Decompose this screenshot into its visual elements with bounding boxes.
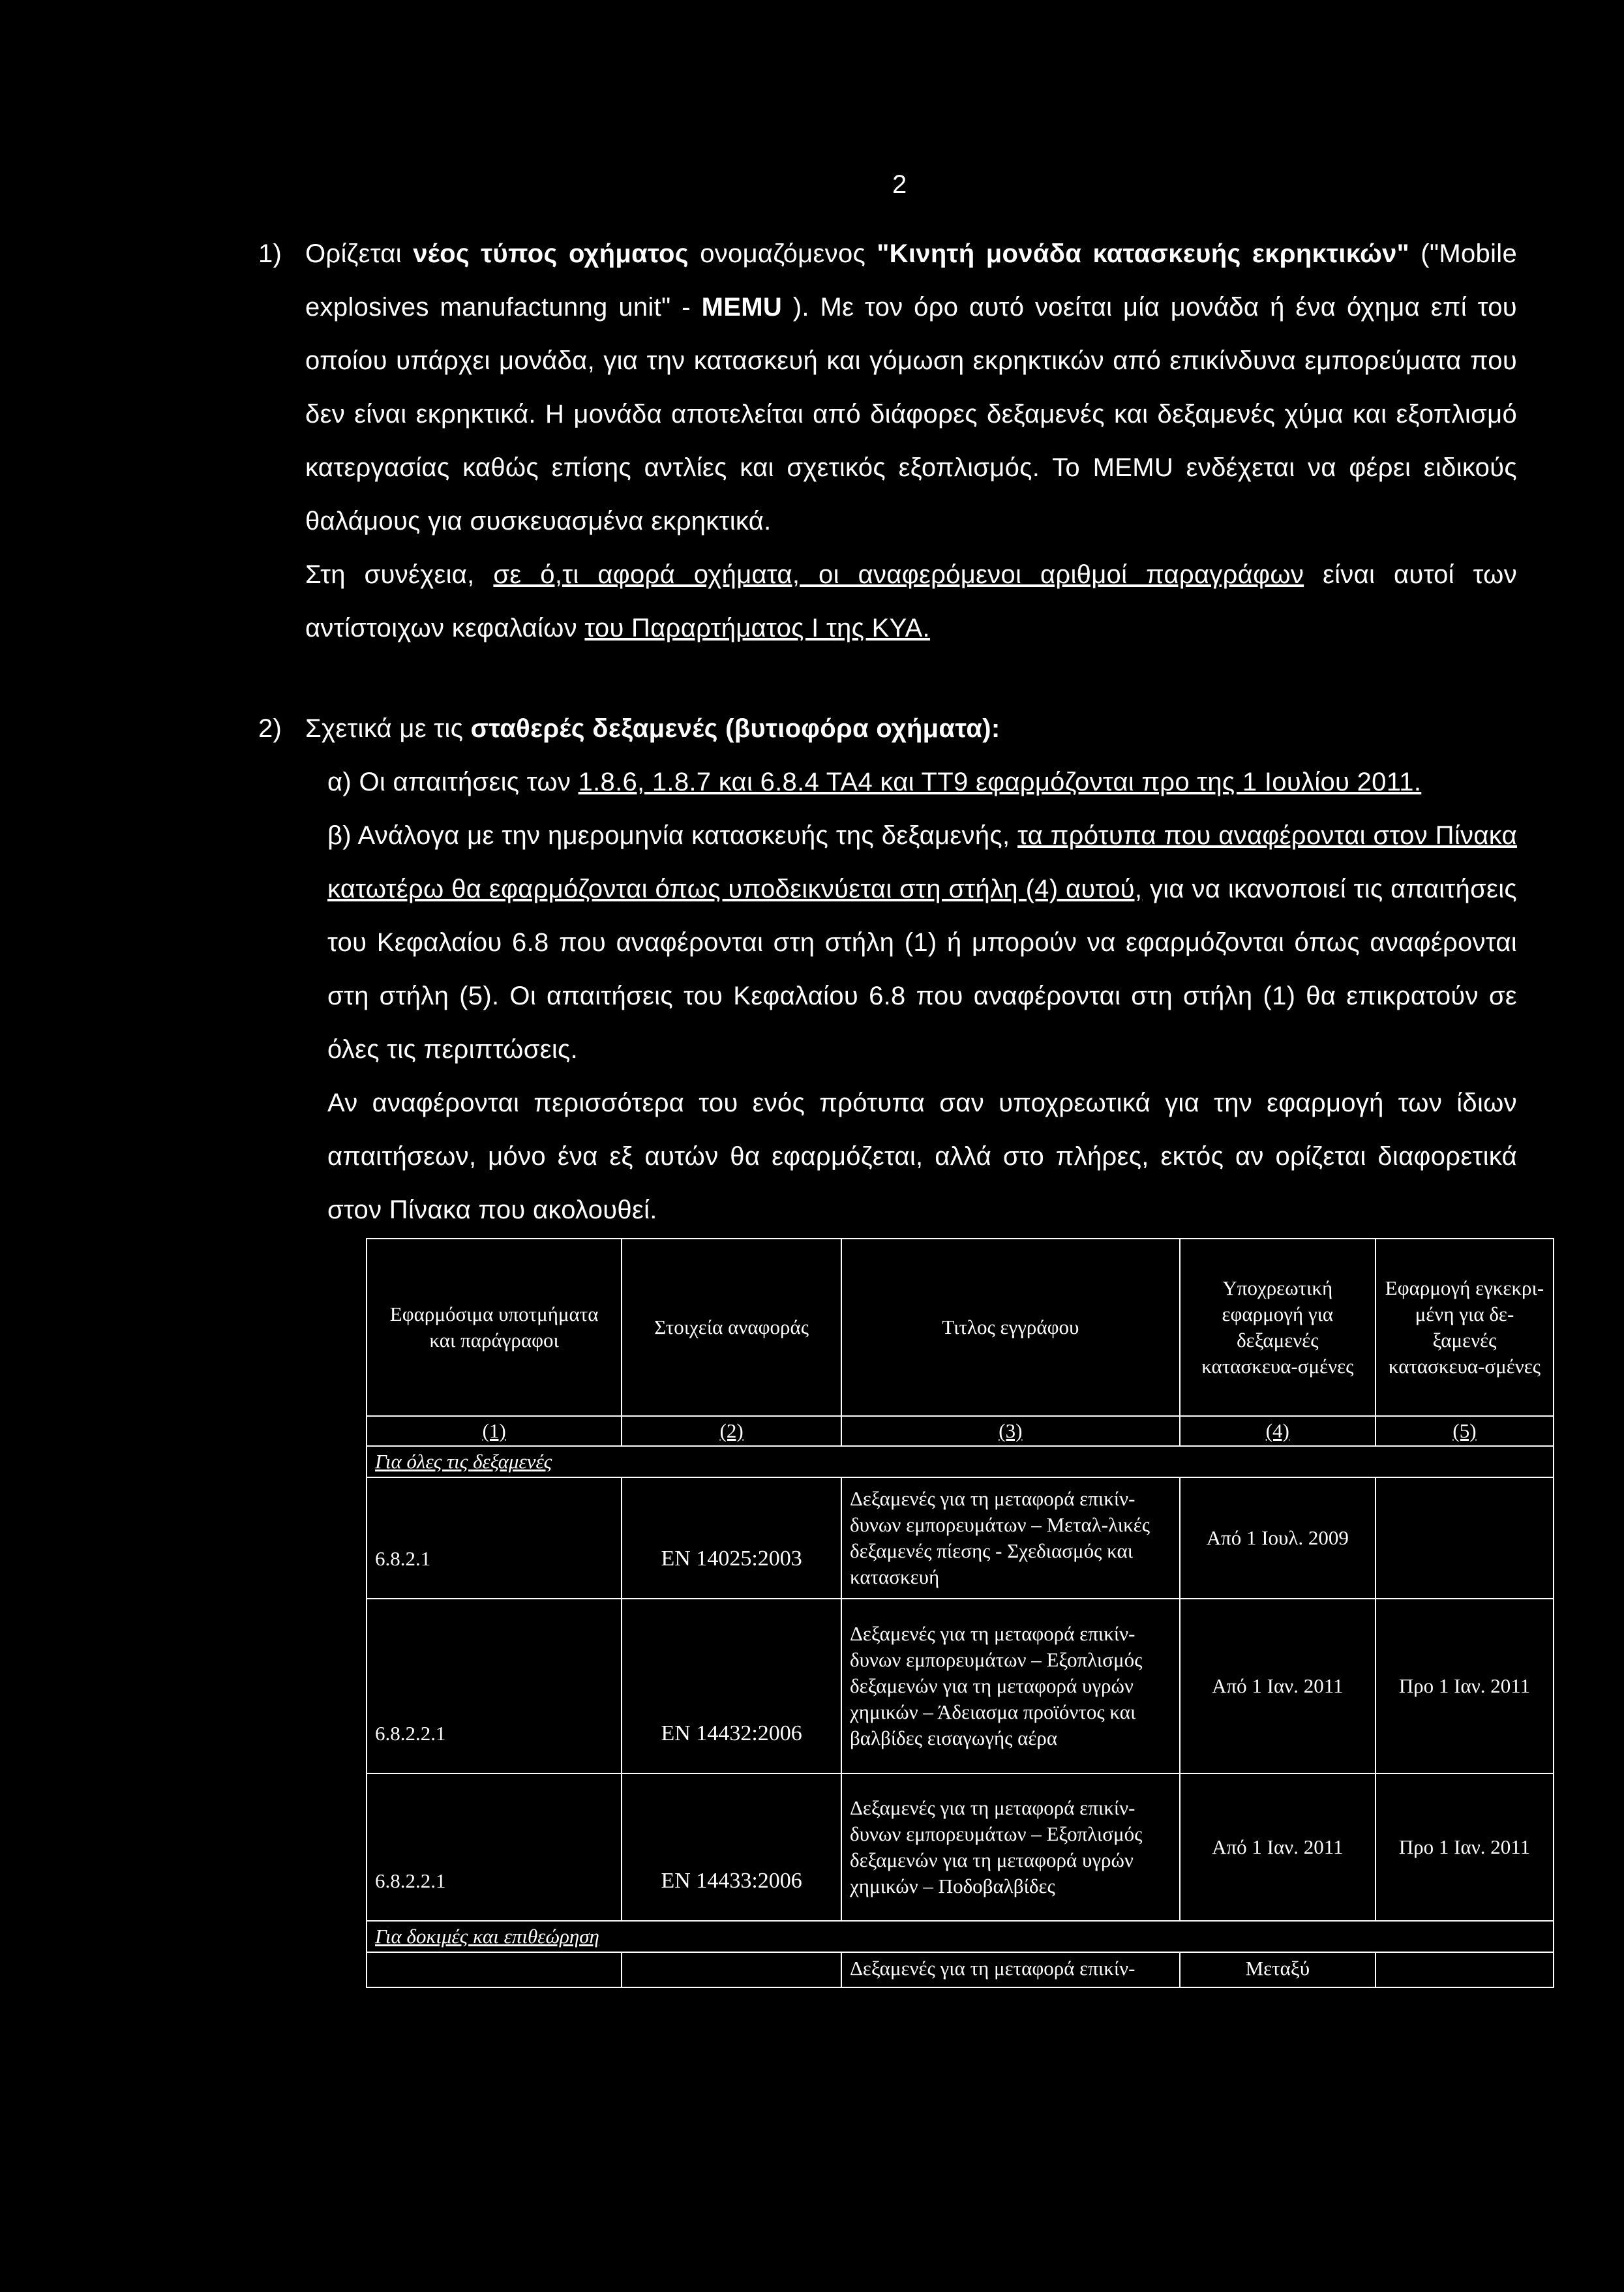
header-mandatory: Υποχρεωτική εφαρμογή για δεξαμενές κατασκευα-σμένες: [1180, 1239, 1376, 1416]
paragraph-1: 1) Ορίζεται νέος τύπος οχήματος ονομαζόμενος "Κινητή μονάδα κατασκευής εκρηκτικών" ("Mobile explosives manufactunng unit" - MEMU ). Με τον όρο αυτό νοείται μία μονάδα ή ένα όχημα επί του οποίου υπάρχει μονάδα, για την κατασκευή και γόμωση εκρηκτικών από επικίνδυνα εμπορεύματα που δεν είναι εκρηκτικά. Η μονάδα αποτελείται από διάφορες δεξαμενές και δεξαμενές χύμα και εξοπλισμό κατεργασίας καθώς επίσης αντλίες και σχετικός εξοπλισμός. Το MEMU ενδέχεται να φέρει ειδικούς θαλάμους για συσκευασμένα εκρηκτικά. Στη συνέχεια, σε ό,τι αφορά οχήματα, οι αναφερόμενοι αριθμοί παραγράφων είναι αυτοί των αντίστοιχων κεφαλαίων του Παραρτήματος Ι της ΚΥΑ.: [258, 227, 1517, 655]
paragraph-2-number: 2): [258, 714, 282, 743]
paragraph-1-number: 1): [258, 239, 282, 268]
header-reference: Στοιχεία αναφοράς: [622, 1239, 841, 1416]
table-row: 6.8.2.1 EN 14025:2003 Δεξαμενές για τη μεταφορά επικίν-δυνων εμπορευμάτων – Μεταλ-λικές δεξαμενές πίεσης - Σχεδιασμός και κατασκευή Από 1 Ιουλ. 2009: [367, 1477, 1554, 1599]
item-c: Αν αναφέρονται περισσότερα του ενός πρότυπα σαν υποχρεωτικά για την εφαρμογή των ίδιων απαιτήσεων, μόνο ένα εξ αυτών θα εφαρμόζεται, αλλά στο πλήρες, εκτός αν ορίζεται διαφορετικά στον Πίνακα που ακολουθεί.: [327, 1089, 1517, 1224]
page-number: 2: [892, 170, 907, 199]
paragraph-2: 2) Σχετικά με τις σταθερές δεξαμενές (βυτιοφόρα οχήματα): α) Οι απαιτήσεις των 1.8.6, 1.8.7 και 6.8.4 ΤΑ4 και ΤΤ9 εφαρμόζονται προ της 1 Ιουλίου 2011. β) Ανάλογα με την ημερομηνία κατασκευής της δεξαμενής, τα πρότυπα που αναφέρονται στον Πίνακα κατωτέρω θα εφαρμόζονται όπως υποδεικνύεται στη στήλη (4) αυτού, για να ικανοποιεί τις απαιτήσεις του Κεφαλαίου 6.8 που αναφέρονται στη στήλη (1) ή μπορούν να εφαρμόζονται όπως αναφέρονται στη στήλη (5). Οι απαιτήσεις του Κεφαλαίου 6.8 που αναφέρονται στη στήλη (1) θα επικρατούν σε όλες τις περιπτώσεις. Αν αναφέρονται περισσότερα του ενός πρότυπα σαν υποχρεωτικά για την εφαρμογή των ίδιων απαιτήσεων, μόνο ένα εξ αυτών θα εφαρμόζεται, αλλά στο πλήρες, εκτός αν ορίζεται διαφορετικά στον Πίνακα που ακολουθεί.: [258, 702, 1517, 1237]
table-row: 6.8.2.2.1 EN 14433:2006 Δεξαμενές για τη μεταφορά επικίν-δυνων εμπορευμάτων – Εξοπλισμός δεξαμενών για τη μεταφορά υγρών χημικών – Ποδοβαλβίδες Από 1 Ιαν. 2011 Προ 1 Ιαν. 2011: [367, 1773, 1554, 1921]
vehicle-paragraph-note: σε ό,τι αφορά οχήματα, οι αναφερόμενοι αριθμοί παραγράφων: [493, 560, 1304, 589]
table-header-row: [367, 1239, 1554, 1416]
document-body: [258, 227, 1517, 1237]
header-approved: Εφαρμογή εγκεκρι-μένη για δε-ξαμενές κατασκευα-σμένες: [1376, 1239, 1554, 1416]
fixed-tanks-heading: σταθερές δεξαμενές (βυτιοφόρα οχήματα):: [470, 714, 1000, 743]
header-subsections: Εφαρμόσιμα υποτμήματα και παράγραφοι: [367, 1239, 622, 1416]
item-b: β) Ανάλογα με την ημερομηνία κατασκευής της δεξαμενής, τα πρότυπα που αναφέρονται στον Πίνακα κατωτέρω θα εφαρμόζονται όπως υποδεικνύεται στη στήλη (4) αυτού, για να ικανοποιεί τις απαιτήσεις του Κεφαλαίου 6.8 που αναφέρονται στη στήλη (1) ή μπορούν να εφαρμόζονται όπως αναφέρονται στη στήλη (5). Οι απαιτήσεις του Κεφαλαίου 6.8 που αναφέρονται στη στήλη (1) θα επικρατούν σε όλες τις περιπτώσεις.: [327, 821, 1517, 1064]
item-a: α) Οι απαιτήσεις των 1.8.6, 1.8.7 και 6.8.4 ΤΑ4 και ΤΤ9 εφαρμόζονται προ της 1 Ιουλίου 2011.: [327, 768, 1422, 796]
table-row: 6.8.2.2.1 EN 14432:2006 Δεξαμενές για τη μεταφορά επικίν-δυνων εμπορευμάτων – Εξοπλισμός δεξαμενών για τη μεταφορά υγρών χημικών – Άδειασμα προϊόντος και βαλβίδες εισαγωγής αέρα Από 1 Ιαν. 2011 Προ 1 Ιαν. 2011: [367, 1599, 1554, 1773]
standards-table: [366, 1238, 1554, 1988]
table-row: Δεξαμενές για τη μεταφορά επικίν- Μεταξύ: [367, 1952, 1554, 1987]
standards-table-container: [366, 1238, 1554, 1988]
section-tests-inspection: Για δοκιμές και επιθεώρηση: [367, 1921, 1554, 1952]
vehicle-type-title: νέος τύπος οχήματος: [413, 239, 689, 268]
column-number-row: (1) (2) (3) (4) (5): [367, 1416, 1554, 1446]
section-all-tanks: Για όλες τις δεξαμενές: [367, 1446, 1554, 1477]
memu-name: "Κινητή μονάδα κατασκευής εκρηκτικών": [877, 239, 1409, 268]
annex-reference: του Παραρτήματος Ι της ΚΥΑ.: [584, 614, 930, 642]
header-document-title: Τιτλος εγγράφου: [841, 1239, 1180, 1416]
